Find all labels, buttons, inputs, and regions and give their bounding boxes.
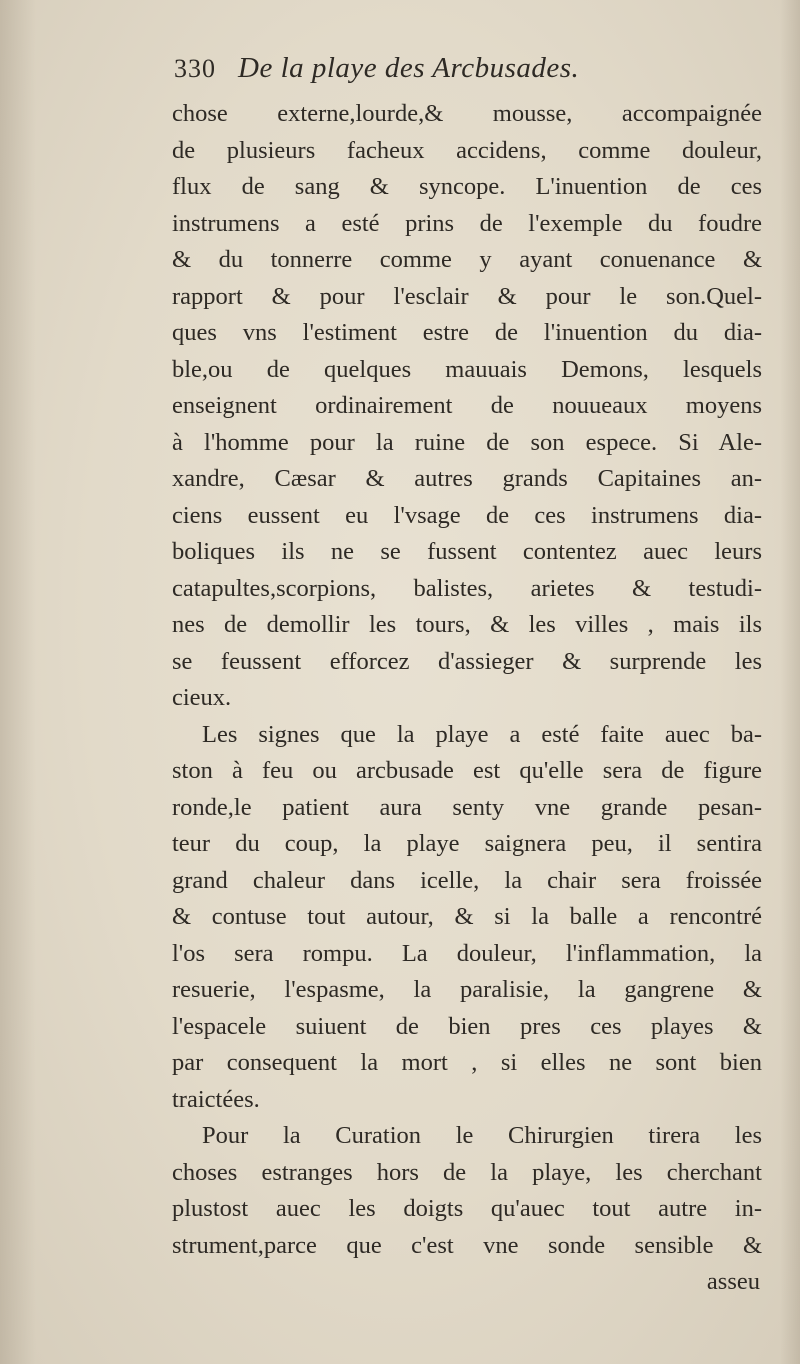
text-line: ble,ou de quelques mauuais Demons, lesquels (172, 355, 762, 383)
text-line: de plusieurs facheux accidens, comme douleur, (172, 136, 762, 164)
catchword: asseu (706, 1268, 760, 1295)
text-line: xandre, Cæsar & autres grands Capitaines an- (172, 465, 762, 492)
page-number: 330 (174, 54, 216, 83)
running-title: De la playe des Arcbusades. (238, 52, 580, 84)
text-line: cieux. (172, 684, 232, 711)
text-line: boliques ils ne se fussent contentez auec leurs (172, 538, 762, 565)
text-line: strument,parce que c'est vne sonde sensible & (172, 1231, 762, 1259)
text-line: enseignent ordinairement de nouueaux moyens (172, 392, 762, 419)
text-line: nes de demollir les tours, & les villes , mais ils (172, 611, 762, 638)
text-line: & du tonnerre comme y ayant conuenance & (172, 246, 762, 273)
text-line: ston à feu ou arcbusade est qu'elle sera de figure (172, 757, 762, 784)
text-line: l'os sera rompu. La douleur, l'inflammation, la (172, 939, 762, 967)
spine-shadow (0, 0, 36, 1364)
text-line: ronde,le patient aura senty vne grande pesan- (172, 793, 762, 821)
text-line: traictées. (172, 1085, 260, 1113)
text-line: & contuse tout autour, & si la balle a rencontré (172, 903, 762, 930)
body-text (172, 96, 762, 1301)
running-head (174, 52, 762, 96)
text-line: teur du coup, la playe saignera peu, il sentira (172, 830, 762, 857)
text-line: par consequent la mort , si elles ne sont bien (172, 1049, 762, 1076)
text-block (172, 52, 762, 1301)
text-line: à l'homme pour la ruine de son espece. Si Ale- (172, 428, 762, 456)
text-line: Les signes que la playe a esté faite auec ba- (202, 720, 762, 748)
text-line: plustost auec les doigts qu'auec tout autre in- (172, 1195, 762, 1222)
text-line: rapport & pour l'esclair & pour le son.Quel- (172, 282, 762, 310)
text-line: instrumens a esté prins de l'exemple du foudre (172, 209, 762, 237)
text-line: l'espacele suiuent de bien pres ces playes & (172, 1012, 762, 1040)
text-line: chose externe,lourde,& mousse, accompaignée (172, 100, 762, 127)
text-line: choses estranges hors de la playe, les cherchant (172, 1158, 762, 1186)
text-line: se feussent efforcez d'assieger & surprende les (172, 647, 762, 675)
page-edge-shadow (780, 0, 800, 1364)
text-line: flux de sang & syncope. L'inuention de ces (172, 173, 762, 200)
text-line: resuerie, l'espasme, la paralisie, la gangrene & (172, 976, 762, 1003)
text-line: grand chaleur dans icelle, la chair sera froissée (172, 866, 762, 894)
text-line: Pour la Curation le Chirurgien tirera les (202, 1122, 762, 1149)
text-line: ques vns l'estiment estre de l'inuention du dia- (172, 319, 762, 346)
text-line: catapultes,scorpions, balistes, arietes & testudi- (172, 574, 762, 602)
text-line: ciens eussent eu l'vsage de ces instrumens dia- (172, 501, 762, 529)
